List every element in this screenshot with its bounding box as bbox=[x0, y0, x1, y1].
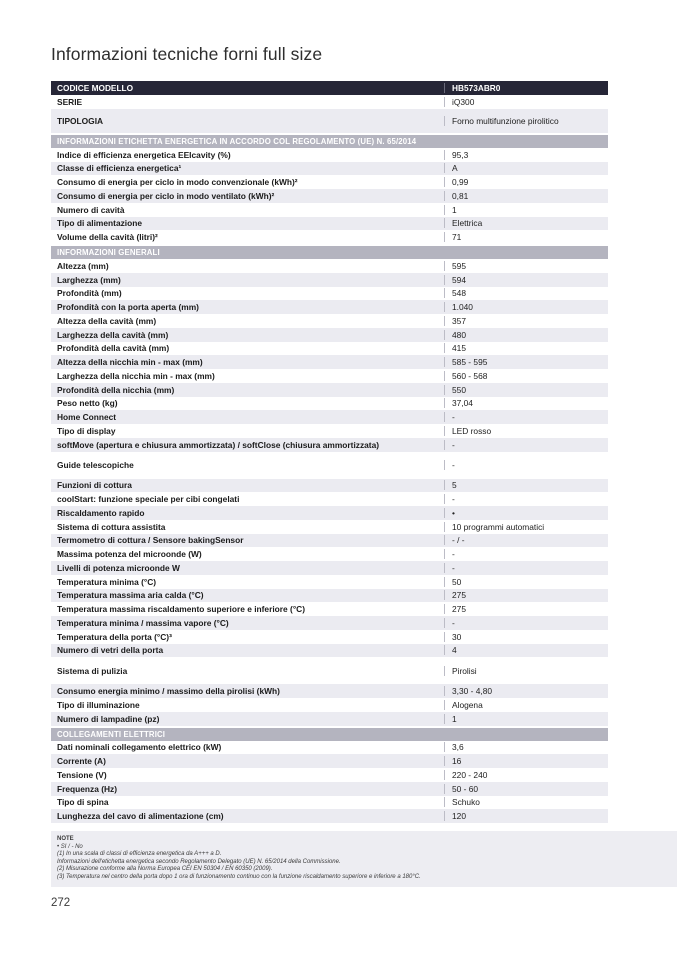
spec-label: Profondità con la porta aperta (mm) bbox=[57, 302, 199, 313]
spec-row bbox=[51, 328, 608, 342]
spec-row bbox=[51, 520, 608, 534]
spec-label: softMove (apertura e chiusura ammortizzata) / softClose (chiusura ammortizzata) bbox=[57, 439, 380, 450]
spec-label: Frequenza (Hz) bbox=[57, 783, 118, 794]
spec-value: - bbox=[444, 618, 608, 628]
spec-value: 548 bbox=[444, 288, 608, 298]
spec-label: Sistema di pulizia bbox=[57, 665, 128, 676]
spec-row bbox=[51, 796, 608, 810]
spec-row bbox=[51, 148, 608, 162]
spec-label: Guide telescopiche bbox=[57, 460, 134, 470]
spec-value: - bbox=[444, 549, 608, 559]
spec-row bbox=[51, 589, 608, 603]
spec-value: 415 bbox=[444, 343, 608, 353]
spec-row bbox=[51, 230, 608, 244]
spec-row bbox=[51, 754, 608, 768]
spec-value: - bbox=[444, 440, 608, 450]
spec-label: Altezza della cavità (mm) bbox=[57, 315, 157, 326]
spec-value: Pirolisi bbox=[444, 666, 608, 676]
spec-value: 3,30 - 4,80 bbox=[444, 686, 608, 696]
spec-value: • bbox=[444, 508, 608, 518]
spec-label: TIPOLOGIA bbox=[57, 115, 104, 126]
spec-value: 1 bbox=[444, 205, 608, 215]
spec-row bbox=[51, 300, 608, 314]
spec-label: Temperatura massima riscaldamento superiore e inferiore (°C) bbox=[57, 604, 306, 615]
spec-label: Temperatura minima / massima vapore (°C) bbox=[57, 617, 229, 628]
spec-table bbox=[51, 81, 608, 823]
spec-label: coolStart: funzione speciale per cibi congelati bbox=[57, 494, 240, 505]
spec-label: Numero di cavità bbox=[57, 204, 125, 215]
spec-label: Temperatura minima (°C) bbox=[57, 576, 157, 587]
spec-value: 0,81 bbox=[444, 191, 608, 201]
spec-label: Profondità (mm) bbox=[57, 288, 122, 299]
spec-row bbox=[51, 259, 608, 273]
spec-label: Profondità della cavità (mm) bbox=[57, 343, 170, 354]
spec-row bbox=[51, 383, 608, 397]
spec-value: 220 - 240 bbox=[444, 770, 608, 780]
spec-row bbox=[51, 314, 608, 328]
spec-value: 30 bbox=[444, 632, 608, 642]
spec-value: Elettrica bbox=[444, 218, 608, 228]
spec-section bbox=[51, 135, 608, 244]
spec-label: Numero di lampadine (pz) bbox=[57, 713, 160, 724]
spec-row bbox=[51, 630, 608, 644]
spec-section bbox=[51, 95, 608, 133]
spec-value: 1.040 bbox=[444, 302, 608, 312]
model-code-label: CODICE MODELLO bbox=[57, 83, 134, 93]
spec-label: Termometro di cottura / Sensore bakingSensor bbox=[57, 535, 244, 546]
spec-value: 480 bbox=[444, 330, 608, 340]
spec-label: Livelli di potenza microonde W bbox=[57, 562, 180, 573]
spec-row bbox=[51, 95, 608, 109]
spec-value: 585 - 595 bbox=[444, 357, 608, 367]
spec-value: LED rosso bbox=[444, 426, 608, 436]
table-header-row bbox=[51, 81, 608, 95]
spec-value: - bbox=[444, 563, 608, 573]
spec-value: Schuko bbox=[444, 797, 608, 807]
spec-row bbox=[51, 452, 608, 479]
spec-label: Larghezza della nicchia min - max (mm) bbox=[57, 370, 215, 381]
spec-label: Tipo di alimentazione bbox=[57, 218, 143, 229]
spec-label: Larghezza della cavità (mm) bbox=[57, 329, 169, 340]
spec-row bbox=[51, 175, 608, 189]
spec-row bbox=[51, 424, 608, 438]
spec-value: - / - bbox=[444, 535, 608, 545]
section-header: INFORMAZIONI GENERALI bbox=[51, 246, 608, 259]
spec-row bbox=[51, 809, 608, 823]
spec-value: Alogena bbox=[444, 700, 608, 710]
spec-label: Tipo di spina bbox=[57, 797, 109, 808]
spec-value: 595 bbox=[444, 261, 608, 271]
spec-label: SERIE bbox=[57, 96, 83, 107]
spec-value: 4 bbox=[444, 645, 608, 655]
spec-row bbox=[51, 342, 608, 356]
spec-row bbox=[51, 438, 608, 452]
spec-value: 275 bbox=[444, 604, 608, 614]
spec-row bbox=[51, 712, 608, 726]
spec-row bbox=[51, 355, 608, 369]
spec-row bbox=[51, 547, 608, 561]
notes-block bbox=[51, 831, 677, 887]
spec-value: 5 bbox=[444, 480, 608, 490]
note-line: (3) Temperatura nel centro della porta dopo 1 ora di funzionamento continuo con la funzione riscaldamento superiore e inferiore a 180°C. bbox=[57, 873, 421, 880]
spec-value: iQ300 bbox=[444, 97, 608, 107]
spec-row bbox=[51, 534, 608, 548]
spec-row bbox=[51, 217, 608, 231]
spec-label: Temperatura della porta (°C)³ bbox=[57, 631, 172, 642]
spec-rows bbox=[51, 259, 608, 726]
spec-value: 1 bbox=[444, 714, 608, 724]
spec-label: Consumo di energia per ciclo in modo convenzionale (kWh)² bbox=[57, 177, 298, 188]
spec-label: Volume della cavità (litri)² bbox=[57, 232, 158, 243]
spec-label: Altezza (mm) bbox=[57, 260, 109, 271]
spec-rows bbox=[51, 95, 608, 133]
spec-row bbox=[51, 657, 608, 684]
notes-lines bbox=[57, 844, 669, 882]
spec-value: - bbox=[444, 412, 608, 422]
spec-row bbox=[51, 203, 608, 217]
spec-value: 594 bbox=[444, 275, 608, 285]
page-number: 272 bbox=[51, 896, 71, 909]
spec-value: 71 bbox=[444, 232, 608, 242]
spec-label: Home Connect bbox=[57, 412, 117, 423]
spec-label: Dati nominali collegamento elettrico (kW) bbox=[57, 742, 222, 753]
spec-value: 550 bbox=[444, 385, 608, 395]
spec-row bbox=[51, 287, 608, 301]
spec-row bbox=[51, 410, 608, 424]
note-line: Informazioni dell'etichetta energetica secondo Regolamento Delegato (UE) N. 65/2014 della Commissione. bbox=[57, 858, 341, 865]
spec-value: 275 bbox=[444, 590, 608, 600]
spec-label: Tensione (V) bbox=[57, 769, 107, 780]
spec-row bbox=[51, 575, 608, 589]
spec-label: Funzioni di cottura bbox=[57, 480, 132, 491]
spec-label: Altezza della nicchia min - max (mm) bbox=[57, 357, 203, 368]
section-header: COLLEGAMENTI ELETTRICI bbox=[51, 728, 608, 741]
spec-value: - bbox=[444, 494, 608, 504]
spec-value: 95,3 bbox=[444, 150, 608, 160]
spec-row bbox=[51, 644, 608, 658]
spec-row bbox=[51, 369, 608, 383]
spec-rows bbox=[51, 148, 608, 244]
spec-label: Indice di efficienza energetica EEIcavity (%) bbox=[57, 149, 231, 160]
spec-row bbox=[51, 109, 608, 133]
spec-label: Sistema di cottura assistita bbox=[57, 521, 166, 532]
spec-label: Lunghezza del cavo di alimentazione (cm) bbox=[57, 811, 224, 822]
spec-value: 120 bbox=[444, 811, 608, 821]
spec-value: A bbox=[444, 163, 608, 173]
spec-label: Riscaldamento rapido bbox=[57, 507, 145, 518]
spec-label: Temperatura massima aria calda (°C) bbox=[57, 590, 204, 601]
spec-row bbox=[51, 782, 608, 796]
spec-rows bbox=[51, 741, 608, 824]
notes-title: NOTE bbox=[57, 836, 74, 842]
spec-row bbox=[51, 602, 608, 616]
spec-row bbox=[51, 741, 608, 755]
note-line: • SI / - No bbox=[57, 843, 83, 850]
spec-section bbox=[51, 728, 608, 824]
spec-label: Tipo di display bbox=[57, 425, 116, 436]
spec-value: 560 - 568 bbox=[444, 371, 608, 381]
spec-row bbox=[51, 273, 608, 287]
spec-label: Consumo energia minimo / massimo della pirolisi (kWh) bbox=[57, 686, 280, 697]
spec-value: Forno multifunzione pirolitico bbox=[444, 116, 608, 126]
spec-section bbox=[51, 246, 608, 726]
spec-value: 357 bbox=[444, 316, 608, 326]
spec-row bbox=[51, 768, 608, 782]
spec-label: Peso netto (kg) bbox=[57, 398, 118, 409]
model-code-value: HB573ABR0 bbox=[444, 83, 608, 93]
spec-label: Larghezza (mm) bbox=[57, 274, 121, 285]
spec-label: Tipo di illuminazione bbox=[57, 699, 140, 710]
spec-row bbox=[51, 561, 608, 575]
spec-value: 50 bbox=[444, 577, 608, 587]
note-line: (2) Misurazione conforme alla Norma Europea CEI EN 50304 / EN 60350 (2009). bbox=[57, 866, 273, 873]
page-title: Informazioni tecniche forni full size bbox=[51, 44, 323, 64]
spec-row bbox=[51, 189, 608, 203]
spec-value: - bbox=[444, 460, 608, 470]
spec-value: 0,99 bbox=[444, 177, 608, 187]
spec-value: 16 bbox=[444, 756, 608, 766]
spec-label: Classe di efficienza energetica¹ bbox=[57, 163, 182, 174]
spec-value: 37,04 bbox=[444, 398, 608, 408]
spec-table-body bbox=[51, 95, 608, 823]
spec-value: 3,6 bbox=[444, 742, 608, 752]
spec-row bbox=[51, 492, 608, 506]
spec-row bbox=[51, 479, 608, 493]
spec-value: 10 programmi automatici bbox=[444, 522, 608, 532]
spec-label: Profondità della nicchia (mm) bbox=[57, 384, 175, 395]
spec-label: Corrente (A) bbox=[57, 756, 106, 767]
document-page bbox=[51, 0, 608, 909]
note-line: (1) In una scala di classi di efficienza energetica da A+++ a D. bbox=[57, 851, 222, 858]
spec-row bbox=[51, 506, 608, 520]
spec-row bbox=[51, 162, 608, 176]
section-header: INFORMAZIONI ETICHETTA ENERGETICA IN ACCORDO COL REGOLAMENTO (UE) N. 65/2014 bbox=[51, 135, 608, 148]
spec-label: Massima potenza del microonde (W) bbox=[57, 549, 202, 560]
spec-row bbox=[51, 698, 608, 712]
spec-row bbox=[51, 397, 608, 411]
spec-label: Consumo di energia per ciclo in modo ventilato (kWh)² bbox=[57, 190, 275, 201]
spec-label: Numero di vetri della porta bbox=[57, 645, 164, 656]
spec-row bbox=[51, 616, 608, 630]
spec-value: 50 - 60 bbox=[444, 784, 608, 794]
spec-row bbox=[51, 684, 608, 698]
